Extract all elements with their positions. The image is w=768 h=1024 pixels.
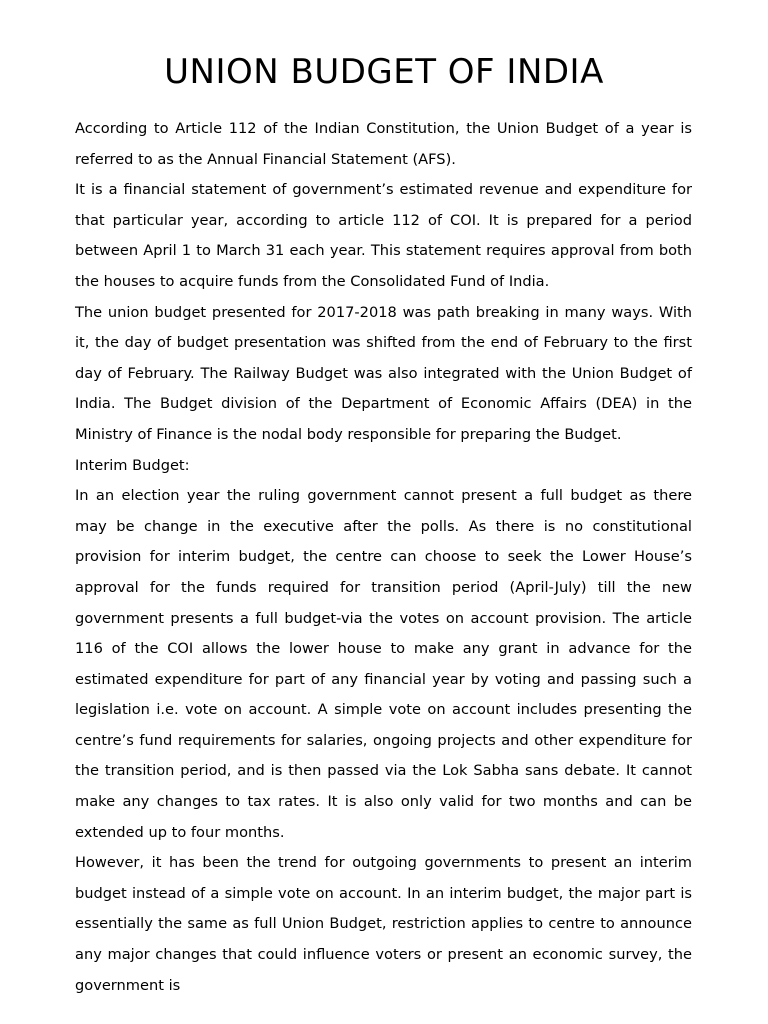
document-body (75, 114, 692, 1001)
paragraph-interim-trend: However, it has been the trend for outgoing governments to present an interim budget instead of a simple vote on account. In an interim budget, the major part is essentially the same as full Union Budget, restriction applies to centre to announce any major changes that could influence voters or present an economic survey, the government is (75, 854, 692, 994)
document-title: UNION BUDGET OF INDIA (164, 52, 604, 92)
paragraph-financial-statement: It is a financial statement of government’s estimated revenue and expenditure for that particular year, according to article 112 of COI. It is prepared for a period between April 1 to March 31 each year. This statement requires approval from both the houses to acquire funds from the Consolidated Fund of India. (75, 181, 692, 290)
paragraph-election-year: In an election year the ruling government cannot present a full budget as there may be change in the executive after the polls. As there is no constitutional provision for interim budget, the centre can choose to seek the Lower House’s approval for the funds required for transition period (April-July) till the new government presents a full budget-via the votes on account provision. The article 116 of the COI allows the lower house to make any grant in advance for the estimated expenditure for part of any financial year by voting and passing such a legislation i.e. vote on account. A simple vote on account includes presenting the centre’s fund requirements for salaries, ongoing projects and other expenditure for the transition period, and is then passed via the Lok Sabha sans debate. It cannot make any changes to tax rates. It is also only valid for two months and can be extended up to four months. (75, 487, 692, 841)
paragraph-afs-definition: According to Article 112 of the Indian Constitution, the Union Budget of a year is referred to as the Annual Financial Statement (AFS). (75, 120, 692, 168)
paragraph-2017-budget: The union budget presented for 2017-2018 was path breaking in many ways. With it, the day of budget presentation was shifted from the end of February to the first day of February. The Railway Budget was also integrated with the Union Budget of India. The Budget division of the Department of Economic Affairs (DEA) in the Ministry of Finance is the nodal body responsible for preparing the Budget. (75, 303, 692, 443)
section-heading-interim-budget: Interim Budget: (75, 456, 190, 474)
